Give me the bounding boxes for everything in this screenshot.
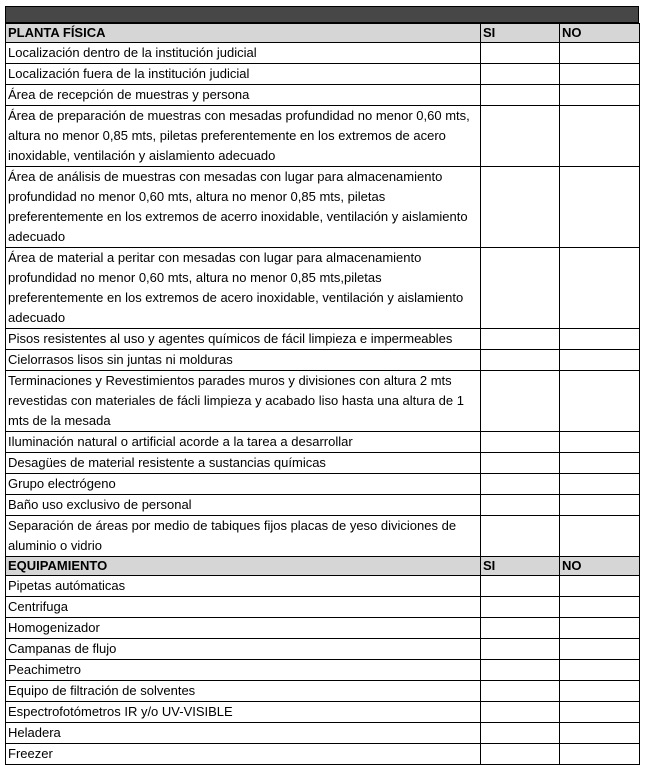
- table-row: [6, 350, 640, 371]
- section-header: [6, 24, 640, 43]
- no-cell[interactable]: [560, 681, 640, 702]
- si-cell[interactable]: [481, 618, 560, 639]
- si-cell[interactable]: [481, 495, 560, 516]
- table-row: [6, 432, 640, 453]
- item-label: Terminaciones y Revestimientos parades muros y divisiones con altura 2 mts revestidas con materiales de fácli limpieza y acabado liso hasta una altura de 1 mts de la mesada: [6, 371, 481, 432]
- table-row: [6, 744, 640, 765]
- si-cell[interactable]: [481, 371, 560, 432]
- section-title: PLANTA FÍSICA: [6, 24, 481, 43]
- table-row: [6, 516, 640, 557]
- si-cell[interactable]: [481, 329, 560, 350]
- item-label: Espectrofotómetros IR y/o UV-VISIBLE: [6, 702, 481, 723]
- item-label: Homogenizador: [6, 618, 481, 639]
- item-label: Desagües de material resistente a sustancias químicas: [6, 453, 481, 474]
- si-cell[interactable]: [481, 744, 560, 765]
- table-row: [6, 702, 640, 723]
- table-row: [6, 371, 640, 432]
- item-label: Grupo electrógeno: [6, 474, 481, 495]
- item-label: Campanas de flujo: [6, 639, 481, 660]
- si-cell[interactable]: [481, 453, 560, 474]
- item-label: Centrifuga: [6, 597, 481, 618]
- no-cell[interactable]: [560, 576, 640, 597]
- table-row: [6, 597, 640, 618]
- si-cell[interactable]: [481, 660, 560, 681]
- item-label: Heladera: [6, 723, 481, 744]
- item-label: Cielorrasos lisos sin juntas ni molduras: [6, 350, 481, 371]
- checklist-sheet: [5, 6, 640, 765]
- table-row: [6, 85, 640, 106]
- si-cell[interactable]: [481, 474, 560, 495]
- item-label: Localización dentro de la institución judicial: [6, 43, 481, 64]
- no-cell[interactable]: [560, 702, 640, 723]
- table-row: [6, 474, 640, 495]
- no-cell[interactable]: [560, 85, 640, 106]
- col-si-header: SI: [481, 24, 560, 43]
- si-cell[interactable]: [481, 597, 560, 618]
- item-label: Freezer: [6, 744, 481, 765]
- si-cell[interactable]: [481, 576, 560, 597]
- col-si-header: SI: [481, 557, 560, 576]
- no-cell[interactable]: [560, 618, 640, 639]
- col-no-header: NO: [560, 24, 640, 43]
- no-cell[interactable]: [560, 495, 640, 516]
- section-header: [6, 557, 640, 576]
- table-row: [6, 639, 640, 660]
- checklist-table: [5, 23, 640, 765]
- si-cell[interactable]: [481, 639, 560, 660]
- si-cell[interactable]: [481, 43, 560, 64]
- no-cell[interactable]: [560, 474, 640, 495]
- no-cell[interactable]: [560, 371, 640, 432]
- no-cell[interactable]: [560, 597, 640, 618]
- si-cell[interactable]: [481, 702, 560, 723]
- item-label: Área de análisis de muestras con mesadas con lugar para almacenamiento profundidad no menor 0,60 mts, altura no menor 0,85 mts, piletas preferentemente en los extremos de acerro inoxidable, ventilación y aislamiento adecuado: [6, 167, 481, 248]
- si-cell[interactable]: [481, 167, 560, 248]
- no-cell[interactable]: [560, 329, 640, 350]
- table-row: [6, 618, 640, 639]
- table-row: [6, 681, 640, 702]
- item-label: Área de recepción de muestras y persona: [6, 85, 481, 106]
- col-no-header: NO: [560, 557, 640, 576]
- si-cell[interactable]: [481, 350, 560, 371]
- table-row: [6, 723, 640, 744]
- si-cell[interactable]: [481, 681, 560, 702]
- si-cell[interactable]: [481, 85, 560, 106]
- no-cell[interactable]: [560, 516, 640, 557]
- no-cell[interactable]: [560, 744, 640, 765]
- no-cell[interactable]: [560, 64, 640, 85]
- si-cell[interactable]: [481, 106, 560, 167]
- no-cell[interactable]: [560, 453, 640, 474]
- no-cell[interactable]: [560, 43, 640, 64]
- si-cell[interactable]: [481, 64, 560, 85]
- table-row: [6, 43, 640, 64]
- item-label: Baño uso exclusivo de personal: [6, 495, 481, 516]
- table-row: [6, 495, 640, 516]
- no-cell[interactable]: [560, 106, 640, 167]
- table-row: [6, 64, 640, 85]
- no-cell[interactable]: [560, 723, 640, 744]
- item-label: Área de preparación de muestras con mesadas profundidad no menor 0,60 mts, altura no menor 0,85 mts, piletas preferentemente en los extremos de acero inoxidable, ventilación y aislamiento adecuado: [6, 106, 481, 167]
- si-cell[interactable]: [481, 432, 560, 453]
- no-cell[interactable]: [560, 432, 640, 453]
- item-label: Localización fuera de la institución judicial: [6, 64, 481, 85]
- no-cell[interactable]: [560, 639, 640, 660]
- item-label: Peachimetro: [6, 660, 481, 681]
- table-row: [6, 106, 640, 167]
- item-label: Separación de áreas por medio de tabiques fijos placas de yeso diviciones de aluminio o vidrio: [6, 516, 481, 557]
- section-title: EQUIPAMIENTO: [6, 557, 481, 576]
- header-bar: [5, 6, 639, 23]
- table-row: [6, 167, 640, 248]
- item-label: Pisos resistentes al uso y agentes químicos de fácil limpieza e impermeables: [6, 329, 481, 350]
- table-row: [6, 248, 640, 329]
- si-cell[interactable]: [481, 248, 560, 329]
- si-cell[interactable]: [481, 516, 560, 557]
- item-label: Equipo de filtración de solventes: [6, 681, 481, 702]
- no-cell[interactable]: [560, 660, 640, 681]
- no-cell[interactable]: [560, 350, 640, 371]
- si-cell[interactable]: [481, 723, 560, 744]
- table-row: [6, 329, 640, 350]
- table-row: [6, 453, 640, 474]
- table-row: [6, 660, 640, 681]
- no-cell[interactable]: [560, 248, 640, 329]
- table-row: [6, 576, 640, 597]
- item-label: Iluminación natural o artificial acorde a la tarea a desarrollar: [6, 432, 481, 453]
- no-cell[interactable]: [560, 167, 640, 248]
- item-label: Área de material a peritar con mesadas con lugar para almacenamiento profundidad no menor 0,60 mts, altura no menor 0,85 mts,piletas preferentemente en los extremos de acero inoxidable, ventilación y aislamiento adecuado: [6, 248, 481, 329]
- item-label: Pipetas autómaticas: [6, 576, 481, 597]
